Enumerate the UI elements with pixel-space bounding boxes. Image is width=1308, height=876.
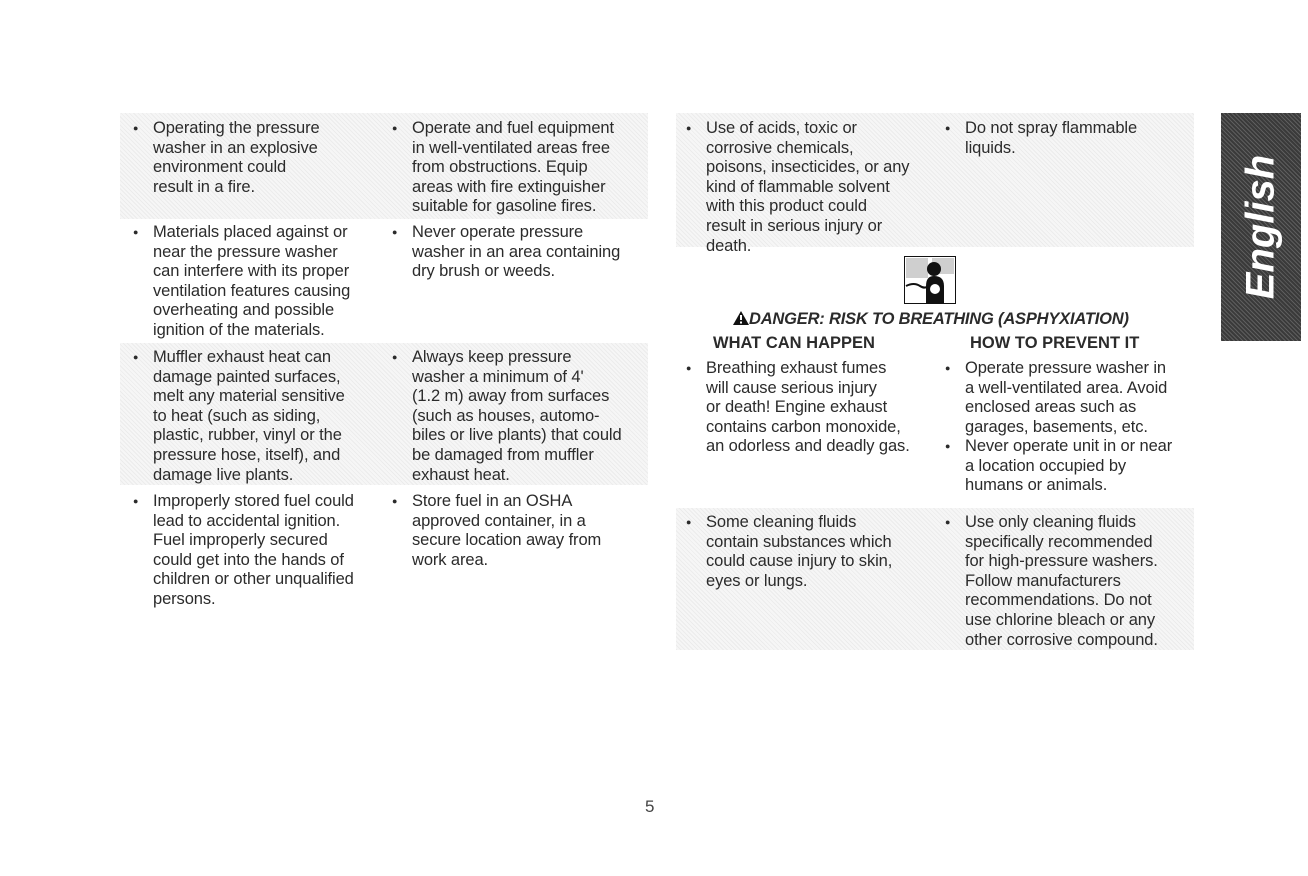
prevention-no-flammable: ● Do not spray flammable liquids. bbox=[945, 119, 1205, 158]
prevention-well-ventilated: ● Operate pressure washer in a well-ventilated area. Avoid enclosed areas such as garages, basements, etc. bbox=[945, 359, 1215, 437]
prevention-keep-distance: ● Always keep pressure washer a minimum of 4' (1.2 m) away from surfaces (such as houses, automo- biles or live plants) that could be damaged from muffler exhaust heat. bbox=[392, 348, 662, 485]
breathing-hazard-icon bbox=[904, 256, 956, 304]
hazard-muffler-heat: ● Muffler exhaust heat can damage painted surfaces, melt any material sensitive to heat (such as siding, plastic, rubber, vinyl or the pressure hose, itself), and damage live plants. bbox=[133, 348, 393, 485]
danger-title: RISK TO BREATHING (ASPHYXIATION) bbox=[824, 310, 1129, 328]
hazard-materials-placed: ● Materials placed against or near the pressure washer can interfere with its proper ventilation features causing overheating and possible ignition of the materials. bbox=[133, 223, 393, 341]
prevention-cleaning-fluids: ● Use only cleaning fluids specifically recommended for high-pressure washers. Follow manufacturers recommendations. Do not use chlorine bleach or any other corrosive compound. bbox=[945, 513, 1205, 650]
language-side-tab bbox=[1221, 113, 1301, 341]
page-number: 5 bbox=[645, 797, 655, 816]
hazard-explosive-environment: ● Operating the pressure washer in an explosive environment could result in a fire. bbox=[133, 119, 393, 197]
language-side-tab-label: English bbox=[1238, 154, 1283, 300]
col-what-can-happen: WHAT CAN HAPPEN bbox=[713, 334, 875, 352]
prevention-dry-brush: ● Never operate pressure washer in an area containing dry brush or weeds. bbox=[392, 223, 662, 282]
prevention-store-fuel: ● Store fuel in an OSHA approved container, in a secure location away from work area. bbox=[392, 492, 662, 570]
hazard-cleaning-fluids: ● Some cleaning fluids contain substances which could cause injury to skin, eyes or lungs. bbox=[686, 513, 951, 591]
danger-prefix: DANGER: bbox=[749, 310, 825, 328]
hazard-acids-chemicals: ● Use of acids, toxic or corrosive chemicals, poisons, insecticides, or any kind of flammable solvent with this product could result in serious injury or death. bbox=[686, 119, 951, 256]
hazard-stored-fuel: ● Improperly stored fuel could lead to accidental ignition. Fuel improperly secured could get into the hands of children or other unqualified persons. bbox=[133, 492, 393, 610]
danger-heading bbox=[733, 310, 1129, 329]
prevention-ventilated-areas: ● Operate and fuel equipment in well-ventilated areas free from obstructions. Equip areas with fire extinguisher suitable for gasoline fires. bbox=[392, 119, 662, 217]
prevention-never-operate-occupied: ● Never operate unit in or near a location occupied by humans or animals. bbox=[945, 437, 1215, 496]
warning-triangle-icon bbox=[733, 311, 749, 325]
col-how-to-prevent: HOW TO PREVENT IT bbox=[970, 334, 1140, 352]
hazard-breathing-exhaust: ● Breathing exhaust fumes will cause serious injury or death! Engine exhaust contains carbon monoxide, an odorless and deadly gas. bbox=[686, 359, 956, 457]
